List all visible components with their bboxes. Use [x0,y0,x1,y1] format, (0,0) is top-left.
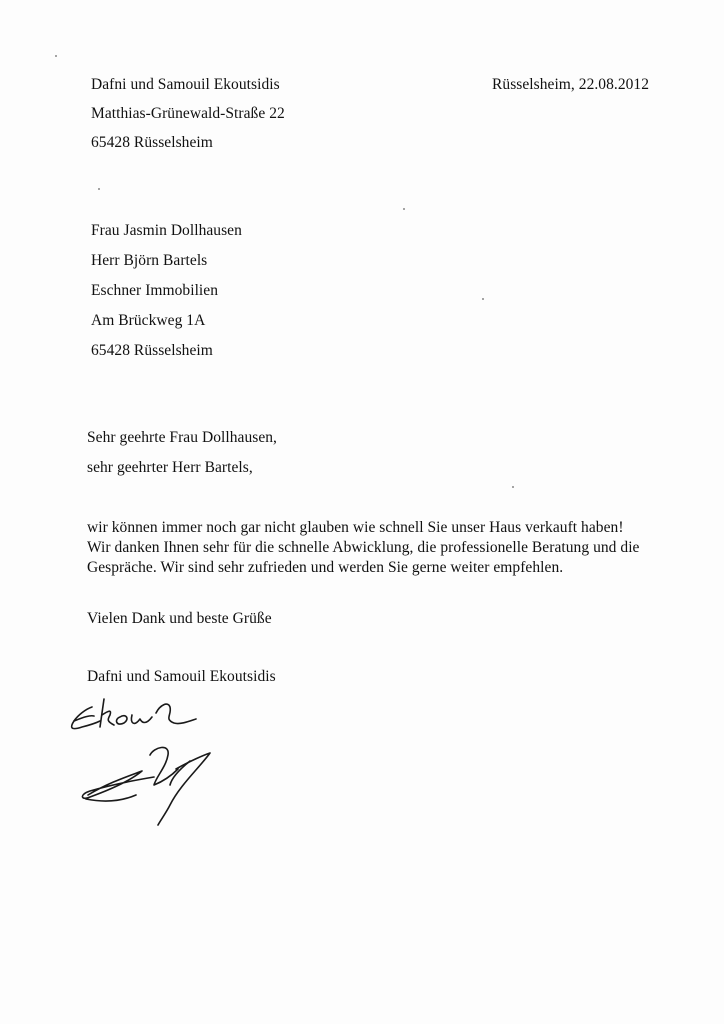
scan-speck [98,188,100,190]
salutation-line-2: sehr geehrter Herr Bartels, [87,459,253,476]
salutation-line-1: Sehr geehrte Frau Dollhausen, [87,429,277,446]
sender-names: Dafni und Samouil Ekoutsidis [91,76,280,93]
recipient-street: Am Brückweg 1A [91,312,206,329]
signoff-names: Dafni und Samouil Ekoutsidis [87,668,276,685]
scan-speck [512,486,514,488]
handwritten-signatures [60,685,280,835]
scan-speck [482,298,484,300]
recipient-line-1: Frau Jasmin Dollhausen [91,222,242,239]
sender-street: Matthias-Grünewald-Straße 22 [91,105,285,122]
scan-speck [403,208,405,210]
closing: Vielen Dank und beste Grüße [87,610,272,627]
sender-city: 65428 Rüsselsheim [91,134,213,151]
body-line-3: Gespräche. Wir sind sehr zufrieden und werden Sie gerne weiter empfehlen. [87,559,564,576]
body-line-1: wir können immer noch gar nicht glauben wie schnell Sie unser Haus verkauft haben! [87,519,624,536]
signature-drawing [60,685,280,835]
place-date: Rüsselsheim, 22.08.2012 [492,76,650,93]
body-line-2: Wir danken Ihnen sehr für die schnelle Abwicklung, die professionelle Beratung und die [87,539,640,556]
letter-body [87,518,639,578]
recipient-company: Eschner Immobilien [91,282,219,299]
recipient-city: 65428 Rüsselsheim [91,342,213,359]
recipient-line-2: Herr Björn Bartels [91,252,208,269]
scan-speck [55,55,57,57]
